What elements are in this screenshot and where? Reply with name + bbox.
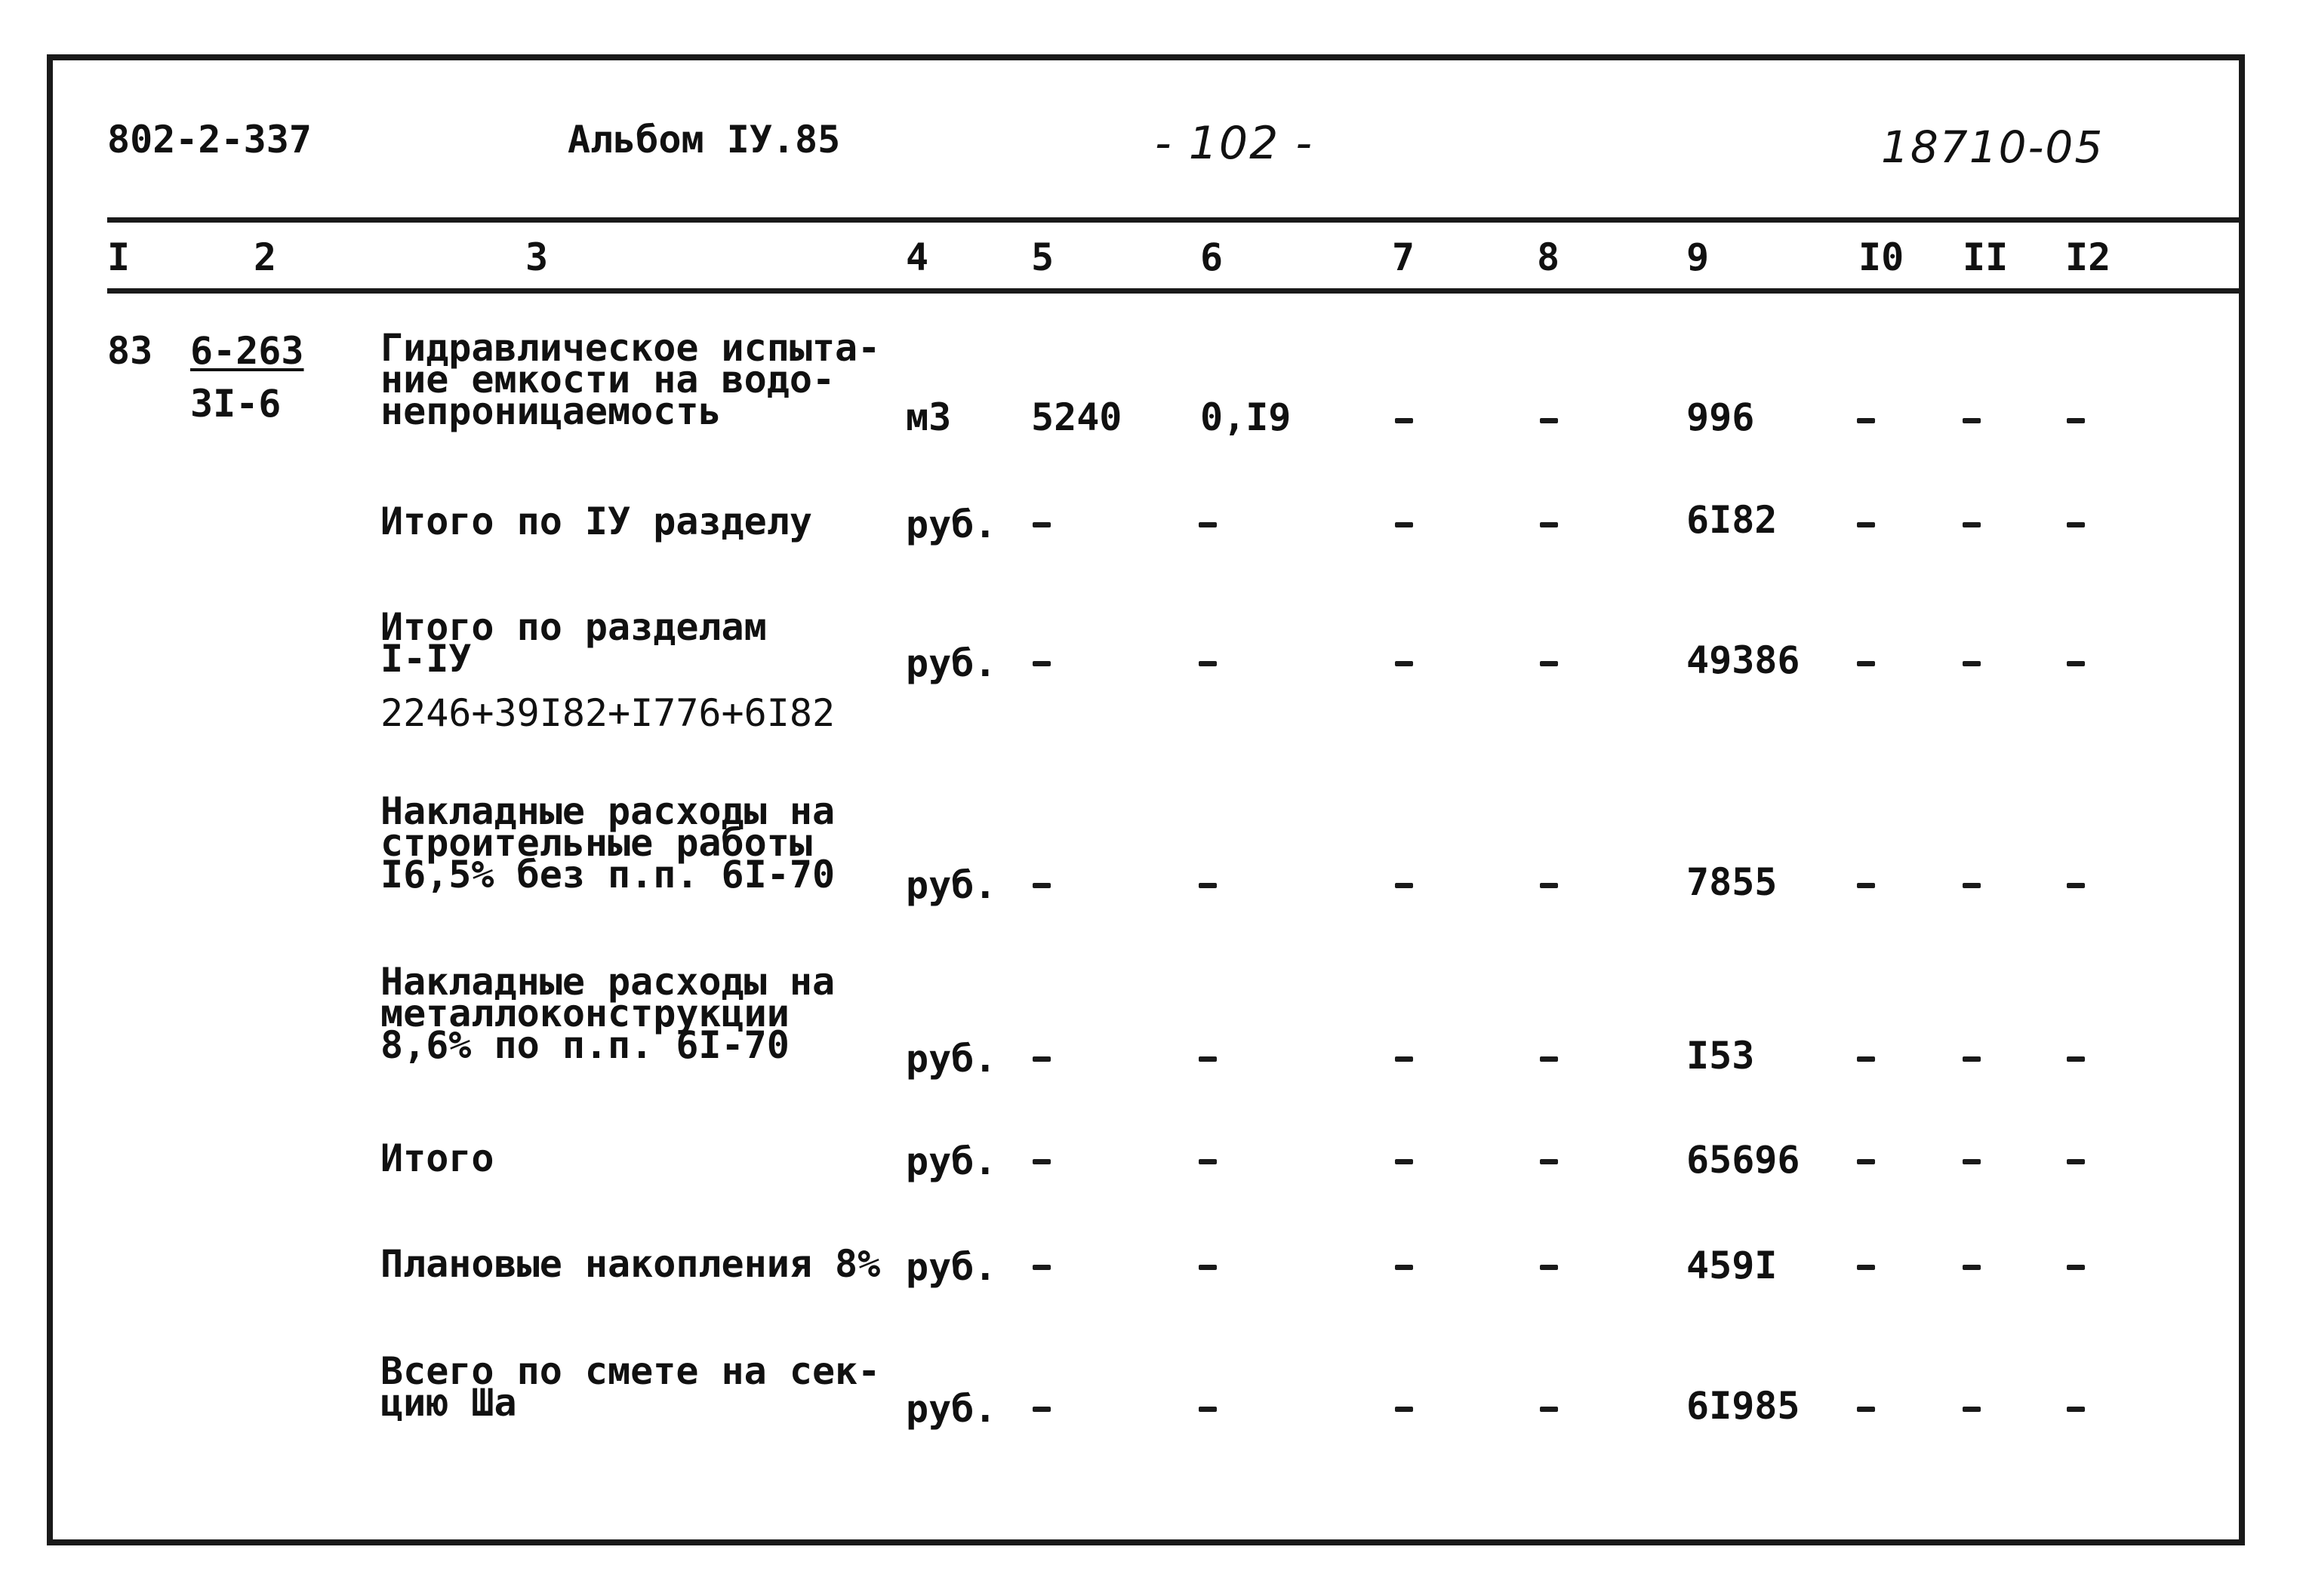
total-cost: 996: [1686, 395, 1755, 439]
empty-cell-dash: [1857, 1056, 1875, 1062]
project-code: 802-2-337: [107, 118, 312, 161]
empty-cell-dash: [1857, 661, 1875, 666]
description-line: 8,6% по п.п. 6I-70: [380, 1023, 790, 1067]
column-header-6: 6: [1200, 235, 1224, 279]
empty-cell-dash: [2067, 1056, 2085, 1062]
empty-cell-dash: [1395, 1159, 1413, 1164]
column-header-5: 5: [1031, 235, 1055, 279]
column-header-8: 8: [1537, 235, 1560, 279]
empty-cell-dash: [1857, 418, 1875, 423]
empty-cell-dash: [1540, 1265, 1558, 1270]
empty-cell-dash: [1395, 661, 1413, 666]
empty-cell-dash: [1540, 418, 1558, 423]
header-rule-top: [107, 217, 2243, 223]
description-line: Гидравлическое испыта-: [380, 326, 881, 370]
empty-cell-dash: [1857, 1159, 1875, 1164]
description-line: строительные работы: [380, 821, 812, 865]
empty-cell-dash: [1963, 522, 1981, 527]
empty-cell-dash: [1857, 1407, 1875, 1412]
empty-cell-dash: [2067, 661, 2085, 666]
empty-cell-dash: [1033, 1056, 1051, 1062]
description-line: Итого: [380, 1136, 494, 1180]
description-line: Итого по разделам: [380, 605, 767, 649]
column-header-7: 7: [1392, 235, 1415, 279]
empty-cell-dash: [1963, 1056, 1981, 1062]
total-cost: 459I: [1686, 1244, 1778, 1287]
empty-cell-dash: [2067, 1265, 2085, 1270]
empty-cell-dash: [1395, 1056, 1413, 1062]
column-header-11: II: [1963, 235, 2009, 279]
empty-cell-dash: [1540, 661, 1558, 666]
total-cost: 49386: [1686, 638, 1800, 682]
empty-cell-dash: [1857, 1265, 1875, 1270]
item-description: [380, 1136, 494, 1180]
description-line: непроницаемость: [380, 389, 722, 433]
empty-cell-dash: [1033, 1159, 1051, 1164]
item-description: [380, 960, 836, 1067]
total-cost: 6I985: [1686, 1384, 1800, 1428]
column-header-1: I: [107, 235, 131, 279]
empty-cell-dash: [2067, 1407, 2085, 1412]
unit: руб.: [906, 1387, 997, 1431]
empty-cell-dash: [1033, 883, 1051, 888]
item-description: [380, 500, 812, 543]
quantity: 5240: [1031, 395, 1122, 439]
total-cost: 6I82: [1686, 498, 1778, 542]
column-header-12: I2: [2065, 235, 2111, 279]
description-line: I-IУ: [380, 637, 472, 681]
empty-cell-dash: [1395, 1265, 1413, 1270]
empty-cell-dash: [1033, 661, 1051, 666]
description-line: цию Ша: [380, 1381, 517, 1425]
total-cost: 65696: [1686, 1138, 1800, 1182]
norm-code-sub: 3I-6: [190, 382, 282, 426]
empty-cell-dash: [1395, 522, 1413, 527]
empty-cell-dash: [2067, 1159, 2085, 1164]
empty-cell-dash: [1540, 1159, 1558, 1164]
total-cost: 7855: [1686, 860, 1778, 904]
column-header-3: 3: [525, 235, 549, 279]
calculation-formula: 2246+39I82+I776+6I82: [380, 691, 836, 735]
total-cost: I53: [1686, 1034, 1755, 1078]
empty-cell-dash: [1540, 1407, 1558, 1412]
empty-cell-dash: [1857, 883, 1875, 888]
album-title: Альбом IУ.85: [568, 118, 841, 161]
empty-cell-dash: [1540, 1056, 1558, 1062]
description-line: металлоконструкции: [380, 992, 790, 1035]
empty-cell-dash: [1395, 1407, 1413, 1412]
unit: руб.: [906, 1037, 997, 1081]
description-line: ние емкости на водо-: [380, 358, 836, 401]
empty-cell-dash: [1963, 418, 1981, 423]
empty-cell-dash: [1395, 418, 1413, 423]
page-frame: [47, 54, 2245, 1545]
column-header-2: 2: [254, 235, 277, 279]
description-line: Накладные расходы на: [380, 789, 836, 833]
unit: м3: [906, 395, 952, 439]
empty-cell-dash: [1857, 522, 1875, 527]
item-description: [380, 605, 767, 681]
empty-cell-dash: [1963, 1407, 1981, 1412]
empty-cell-dash: [2067, 418, 2085, 423]
empty-cell-dash: [1963, 883, 1981, 888]
description-line: Плановые накопления 8%: [380, 1242, 881, 1286]
description-line: Накладные расходы на: [380, 960, 836, 1004]
column-header-10: I0: [1858, 235, 1904, 279]
empty-cell-dash: [2067, 522, 2085, 527]
unit-cost: 0,I9: [1200, 395, 1292, 439]
column-header-9: 9: [1686, 235, 1710, 279]
header-rule-bottom: [107, 288, 2243, 294]
description-line: I6,5% без п.п. 6I-70: [380, 853, 836, 896]
unit: руб.: [906, 863, 997, 907]
empty-cell-dash: [1199, 1265, 1217, 1270]
empty-cell-dash: [1963, 1159, 1981, 1164]
description-line: Всего по смете на сек-: [380, 1349, 881, 1393]
empty-cell-dash: [1199, 1159, 1217, 1164]
empty-cell-dash: [1033, 1407, 1051, 1412]
item-description: [380, 1349, 881, 1425]
unit: руб.: [906, 503, 997, 546]
item-description: [380, 1242, 881, 1286]
description-line: Итого по IУ разделу: [380, 500, 812, 543]
unit: руб.: [906, 1139, 997, 1183]
empty-cell-dash: [1033, 522, 1051, 527]
empty-cell-dash: [1395, 883, 1413, 888]
empty-cell-dash: [1033, 1265, 1051, 1270]
empty-cell-dash: [1540, 522, 1558, 527]
unit: руб.: [906, 1245, 997, 1289]
item-description: [380, 326, 881, 433]
row-number: 83: [107, 329, 153, 373]
empty-cell-dash: [1540, 883, 1558, 888]
empty-cell-dash: [1199, 1407, 1217, 1412]
norm-code: 6-263: [190, 329, 304, 373]
column-header-4: 4: [906, 235, 929, 279]
empty-cell-dash: [1199, 661, 1217, 666]
empty-cell-dash: [2067, 883, 2085, 888]
page-number: - 102 -: [1155, 117, 1313, 170]
empty-cell-dash: [1963, 1265, 1981, 1270]
document-number: 18710-05: [1881, 121, 2104, 173]
empty-cell-dash: [1199, 1056, 1217, 1062]
item-description: [380, 789, 836, 896]
unit: руб.: [906, 641, 997, 685]
empty-cell-dash: [1963, 661, 1981, 666]
empty-cell-dash: [1199, 883, 1217, 888]
empty-cell-dash: [1199, 522, 1217, 527]
